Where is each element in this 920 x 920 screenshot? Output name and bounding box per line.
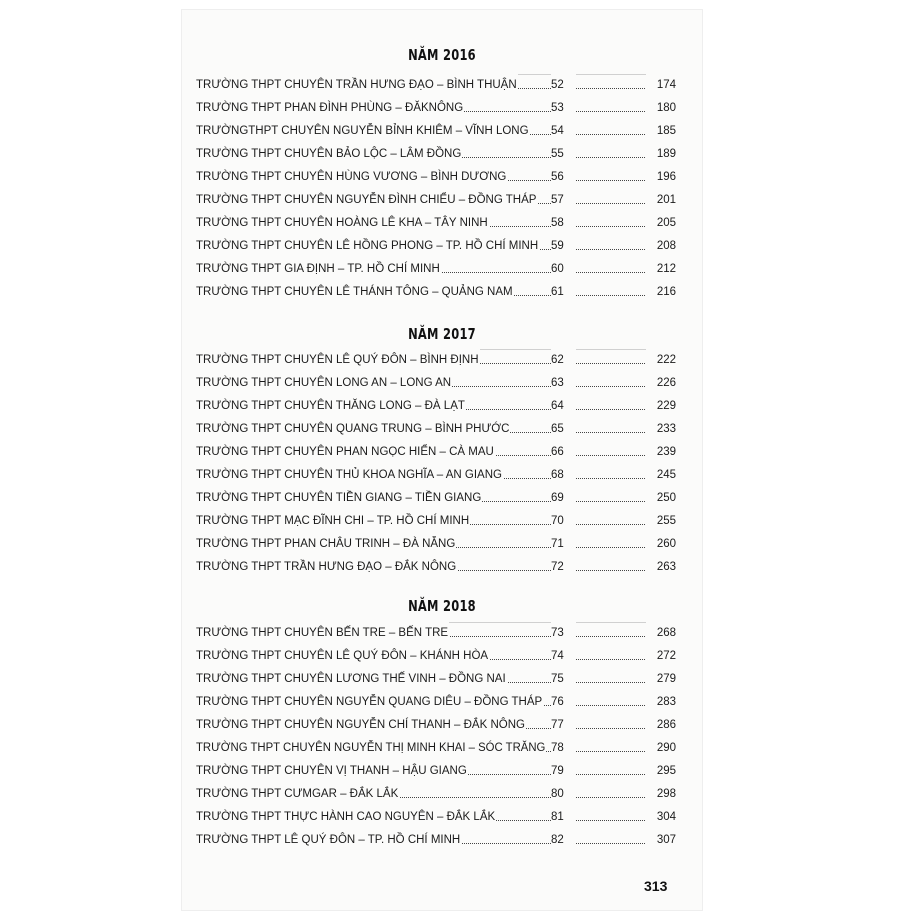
toc-entry-page: 208 — [646, 235, 676, 258]
book-page — [182, 10, 702, 910]
toc-entry-number: 79 — [551, 760, 576, 783]
toc-entry-number: 52 — [551, 74, 576, 97]
toc-entry — [196, 235, 676, 258]
toc-entry-number: 71 — [551, 533, 576, 556]
toc-entry-number: 68 — [551, 464, 576, 487]
toc-entry-number: 55 — [551, 143, 576, 166]
toc-entry — [196, 510, 676, 533]
toc-entry-page: 286 — [646, 714, 676, 737]
toc-entry-page: 226 — [646, 372, 676, 395]
toc-entry-title: TRƯỜNG THPT CHUYÊN LƯƠNG THẾ VINH – ĐỒNG NAI — [196, 668, 507, 691]
toc-entry-title: TRƯỜNG THPT CHUYÊN LONG AN – LONG AN — [196, 372, 452, 395]
toc-entry-page: 295 — [646, 760, 676, 783]
toc-entry-number: 73 — [551, 622, 576, 645]
toc-entry-number: 54 — [551, 120, 576, 143]
toc-entry-title: TRƯỜNG THPT CHUYÊN LÊ QUÝ ĐÔN – BÌNH ĐỊNH — [196, 349, 480, 372]
toc-entry-title: TRƯỜNG THPT GIA ĐỊNH – TP. HỒ CHÍ MINH — [196, 258, 441, 281]
toc-entry-number: 82 — [551, 829, 576, 852]
toc-entry — [196, 829, 676, 852]
toc-entry — [196, 806, 676, 829]
toc-entry — [196, 668, 676, 691]
toc-entry-title: TRƯỜNG THPT PHAN CHÂU TRINH – ĐÀ NẴNG — [196, 533, 456, 556]
toc-entry-number: 57 — [551, 189, 576, 212]
toc-entry-page: 290 — [646, 737, 676, 760]
toc-entry — [196, 783, 676, 806]
toc-entry-page: 189 — [646, 143, 676, 166]
toc-entry — [196, 281, 676, 304]
toc-entry-title: TRƯỜNG THPT CHUYÊN BẢO LỘC – LÂM ĐỒNG — [196, 143, 462, 166]
toc-entry-title: TRƯỜNG THPT CHUYÊN HÙNG VƯƠNG – BÌNH DƯƠNG — [196, 166, 507, 189]
toc-entry-page: 268 — [646, 622, 676, 645]
toc-entry — [196, 714, 676, 737]
toc-entry — [196, 395, 676, 418]
toc-entry-page: 196 — [646, 166, 676, 189]
toc-entry-title: TRƯỜNG THPT CHUYÊN NGUYỄN CHÍ THANH – ĐẮK NÔNG — [196, 714, 526, 737]
toc-entry-title: TRƯỜNG THPT LÊ QUÝ ĐÔN – TP. HỒ CHÍ MINH — [196, 829, 461, 852]
toc-entry-title: TRƯỜNG THPT PHAN ĐÌNH PHÙNG – ĐĂKNÔNG — [196, 97, 464, 120]
toc-entry — [196, 258, 676, 281]
toc-entry-title: TRƯỜNG THPT CHUYÊN LÊ QUÝ ĐÔN – KHÁNH HÒA — [196, 645, 489, 668]
section-2018 — [196, 622, 676, 852]
toc-entry-page: 283 — [646, 691, 676, 714]
toc-entry-title: TRƯỜNG THPT CƯMGAR – ĐẮK LẮK — [196, 783, 399, 806]
toc-entry-page: 239 — [646, 441, 676, 464]
toc-entry-number: 77 — [551, 714, 576, 737]
toc-entry — [196, 487, 676, 510]
toc-entry-page: 255 — [646, 510, 676, 533]
toc-entry-title: TRƯỜNG THPT CHUYÊN QUANG TRUNG – BÌNH PHƯỚC — [196, 418, 510, 441]
toc-entry-number: 75 — [551, 668, 576, 691]
toc-entry — [196, 441, 676, 464]
toc-entry — [196, 622, 676, 645]
toc-entry-page: 233 — [646, 418, 676, 441]
toc-entry-page: 307 — [646, 829, 676, 852]
toc-entry — [196, 349, 676, 372]
toc-entry-page: 250 — [646, 487, 676, 510]
toc-entry-number: 58 — [551, 212, 576, 235]
toc-entry — [196, 120, 676, 143]
toc-entry-number: 62 — [551, 349, 576, 372]
toc-entry-number: 64 — [551, 395, 576, 418]
toc-entry-page: 180 — [646, 97, 676, 120]
toc-entry-title: TRƯỜNG THPT CHUYÊN NGUYỄN ĐÌNH CHIỂU – ĐỒNG THÁP — [196, 189, 537, 212]
toc-entry-number: 65 — [551, 418, 576, 441]
toc-entry-page: 212 — [646, 258, 676, 281]
toc-entry — [196, 143, 676, 166]
toc-entry-page: 201 — [646, 189, 676, 212]
section-heading-2016: NĂM 2016 — [408, 46, 476, 64]
toc-entry — [196, 533, 676, 556]
toc-entry-number: 66 — [551, 441, 576, 464]
toc-entry-number: 56 — [551, 166, 576, 189]
toc-entry-page: 263 — [646, 556, 676, 579]
toc-entry — [196, 645, 676, 668]
toc-entry-number: 76 — [551, 691, 576, 714]
toc-entry-title: TRƯỜNG THPT CHUYÊN NGUYỄN QUANG DIÊU – ĐỒNG THÁP — [196, 691, 543, 714]
toc-entry-title: TRƯỜNG THPT MẠC ĐĨNH CHI – TP. HỒ CHÍ MINH — [196, 510, 470, 533]
toc-entry-number: 60 — [551, 258, 576, 281]
toc-entry-title: TRƯỜNG THPT CHUYÊN TRẦN HƯNG ĐẠO – BÌNH THUẬN — [196, 74, 518, 97]
toc-entry — [196, 760, 676, 783]
toc-entry — [196, 74, 676, 97]
toc-entry-title: TRƯỜNG THPT CHUYÊN BẾN TRE – BẾN TRE — [196, 622, 449, 645]
toc-entry — [196, 464, 676, 487]
toc-entry-page: 298 — [646, 783, 676, 806]
toc-entry-title: TRƯỜNG THPT THỰC HÀNH CAO NGUYÊN – ĐẮK LẮK — [196, 806, 496, 829]
toc-entry-page: 304 — [646, 806, 676, 829]
toc-entry-number: 59 — [551, 235, 576, 258]
toc-entry-number: 63 — [551, 372, 576, 395]
toc-entry — [196, 691, 676, 714]
toc-entry-title: TRƯỜNG THPT CHUYÊN TIỀN GIANG – TIỀN GIANG — [196, 487, 482, 510]
toc-entry-number: 74 — [551, 645, 576, 668]
toc-entry-number: 61 — [551, 281, 576, 304]
toc-entry-page: 272 — [646, 645, 676, 668]
toc-entry-page: 205 — [646, 212, 676, 235]
toc-entry-page: 229 — [646, 395, 676, 418]
section-heading-2018: NĂM 2018 — [408, 597, 476, 615]
toc-entry-title: TRƯỜNG THPT CHUYÊN THĂNG LONG – ĐÀ LẠT — [196, 395, 466, 418]
toc-entry-title: TRƯỜNG THPT CHUYÊN THỦ KHOA NGHĨA – AN GIANG — [196, 464, 503, 487]
toc-entry-page: 260 — [646, 533, 676, 556]
toc-entry-title: TRƯỜNG THPT CHUYÊN VỊ THANH – HẬU GIANG — [196, 760, 468, 783]
toc-entry-number: 78 — [551, 737, 576, 760]
toc-entry-number: 69 — [551, 487, 576, 510]
toc-entry-title: TRƯỜNG THPT CHUYÊN HOÀNG LÊ KHA – TÂY NINH — [196, 212, 489, 235]
toc-entry-title: TRƯỜNGTHPT CHUYÊN NGUYỄN BỈNH KHIÊM – VĨNH LONG — [196, 120, 530, 143]
toc-entry — [196, 189, 676, 212]
toc-entry — [196, 556, 676, 579]
toc-entry-title: TRƯỜNG THPT CHUYÊN NGUYỄN THỊ MINH KHAI – SÓC TRĂNG — [196, 737, 546, 760]
page-number: 313 — [644, 878, 668, 894]
toc-entry-page: 174 — [646, 74, 676, 97]
section-heading-2017: NĂM 2017 — [408, 325, 476, 343]
toc-entry-title: TRƯỜNG THPT TRẦN HƯNG ĐẠO – ĐẮK NÔNG — [196, 556, 457, 579]
toc-entry-number: 53 — [551, 97, 576, 120]
toc-entry-number: 72 — [551, 556, 576, 579]
toc-entry-title: TRƯỜNG THPT CHUYÊN LÊ THÁNH TÔNG – QUẢNG NAM — [196, 281, 514, 304]
toc-entry-page: 222 — [646, 349, 676, 372]
toc-entry-number: 70 — [551, 510, 576, 533]
toc-entry-title: TRƯỜNG THPT CHUYÊN LÊ HỒNG PHONG – TP. HỒ CHÍ MINH — [196, 235, 539, 258]
toc-entry-number: 80 — [551, 783, 576, 806]
toc-entry-page: 279 — [646, 668, 676, 691]
toc-entry-page: 185 — [646, 120, 676, 143]
toc-entry — [196, 97, 676, 120]
toc-entry-page: 245 — [646, 464, 676, 487]
section-2016 — [196, 74, 676, 304]
toc-entry — [196, 737, 676, 760]
toc-entry-title: TRƯỜNG THPT CHUYÊN PHAN NGỌC HIỂN – CÀ MAU — [196, 441, 495, 464]
toc-entry-page: 216 — [646, 281, 676, 304]
toc-entry — [196, 166, 676, 189]
toc-entry — [196, 212, 676, 235]
toc-entry — [196, 372, 676, 395]
toc-entry — [196, 418, 676, 441]
toc-entry-number: 81 — [551, 806, 576, 829]
section-2017 — [196, 349, 676, 579]
